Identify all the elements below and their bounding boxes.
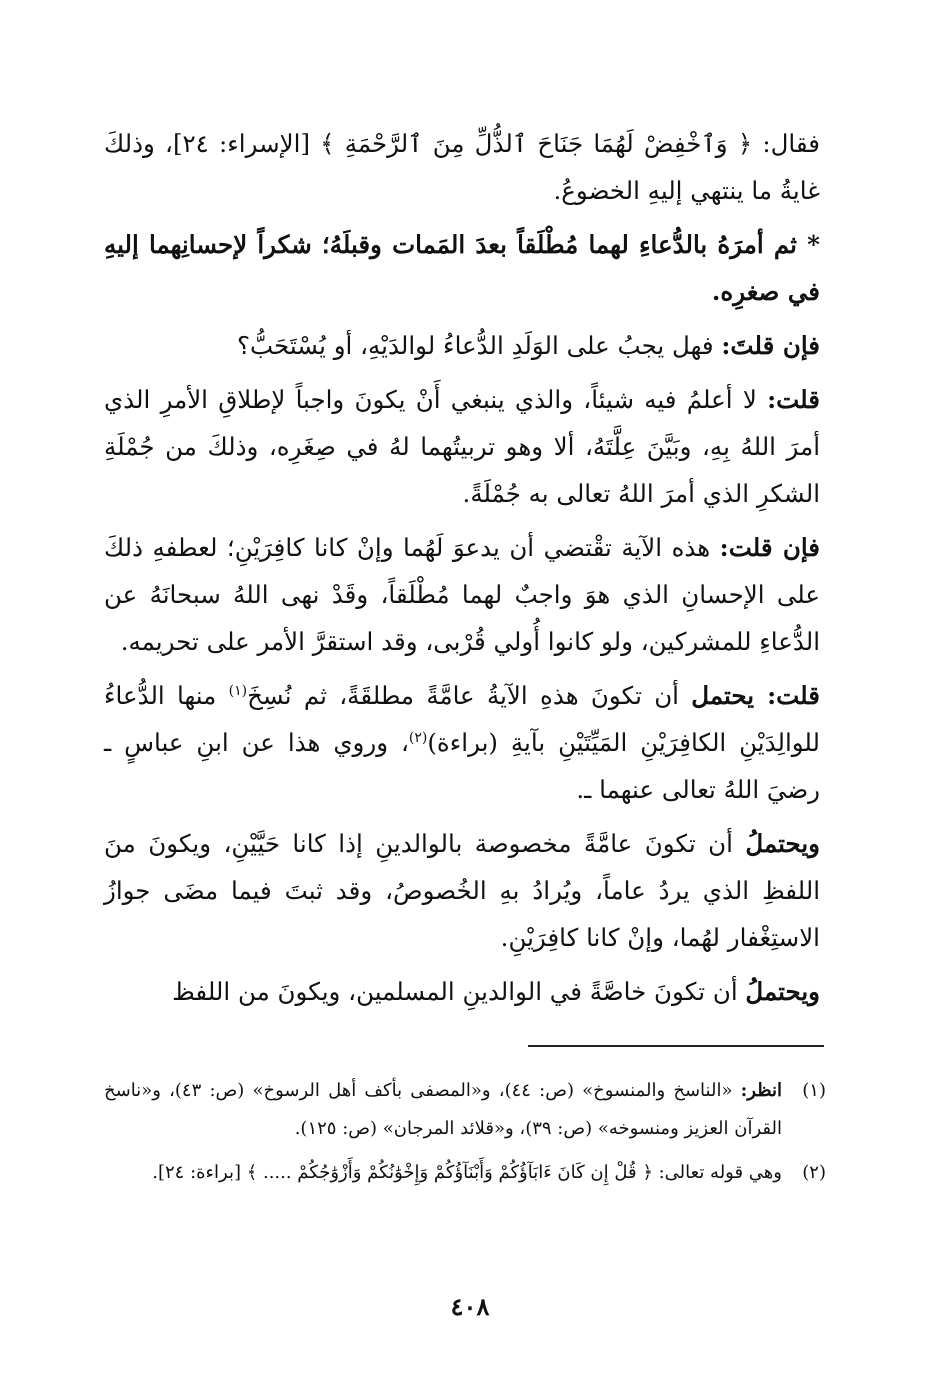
paragraph-8 (104, 968, 820, 1015)
paragraph-1 (104, 120, 820, 214)
paragraph-lead: قلت: (767, 385, 820, 414)
paragraph-lead: ويحتملُ (745, 829, 820, 858)
paragraph-6 (104, 672, 820, 813)
main-text (104, 120, 820, 1022)
paragraph-text: فهل يجبُ على الوَلَدِ الدُّعاءُ لوالدَيْهِ، أو يُسْتَحَبُّ؟ (236, 331, 722, 360)
paragraph-4 (104, 376, 820, 517)
footnote-ref-2[interactable]: (٢) (408, 729, 428, 746)
footnote-number: (٢) (802, 1162, 826, 1183)
paragraph-text: لا أعلمُ فيه شيئاً، والذي ينبغي أَنْ يكونَ واجباً لإطلاقِ الأمرِ الذي أمرَ اللهُ بِهِ، وبَيَّنَ عِلَّتَهُ، ألا وهو تربيتُهما لهُ في صِغَرِه، وذلكَ من جُمْلَةِ الشكرِ الذي أمرَ اللهُ تعالى به جُمْلَةً. (104, 385, 820, 508)
paragraph-lead: ويحتملُ (745, 977, 820, 1006)
paragraph-lead: * ثم أمرَهُ بالدُّعاءِ لهما مُطْلَقاً بعدَ المَمات وقبلَهُ؛ شكراً لإحسانِهما إليهِ في صغرِه. (104, 230, 820, 306)
footnote-text (104, 1072, 782, 1148)
paragraph-lead: فإن قلت: (719, 533, 820, 562)
paragraph-3 (104, 322, 820, 369)
footnote-body: وهي قوله تعالى: ﴿ قُلْ إِن كَانَ ءَابَآؤُكُمْ وَأَبْنَآؤُكُمْ وَإِخْوَٰنُكُمْ وَأَزْوَٰجُكُمْ ..... ﴾ [براءة: ٢٤]. (152, 1162, 782, 1183)
paragraph-text: أن تكونَ خاصَّةً في الوالدينِ المسلمين، ويكونَ من اللفظ (172, 977, 746, 1006)
paragraph-lead: قلت: يحتمل (691, 681, 820, 710)
footnote-2 (104, 1154, 826, 1192)
paragraph-lead: فإن قلتَ: (721, 331, 820, 360)
footnote-1 (104, 1072, 826, 1148)
paragraph-text: أن تكونَ عامَّةً مخصوصة بالوالدينِ إذا كانا حَيَّيْنِ، ويكونَ منَ اللفظِ الذي يردُ عاماً، ويُرادُ بهِ الخُصوصُ، وقد ثبتَ فيما مضَى جوازُ الاستِغْفار لهُما، وإنْ كانا كافِرَيْنِ. (104, 829, 820, 952)
paragraph-2 (104, 221, 820, 315)
paragraph-5 (104, 524, 820, 665)
footnote-body: «الناسخ والمنسوخ» (ص: ٤٤)، و«المصفى بأكف أهل الرسوخ» (ص: ٤٣)، و«ناسخ القرآن العزيز ومنسوخه» (ص: ٣٩)، و«قلائد المرجان» (ص: ١٢٥). (104, 1080, 782, 1139)
page-number: ٤٠٨ (450, 1292, 490, 1321)
paragraph-text: فقال: ﴿ وَٱخْفِضْ لَهُمَا جَنَاحَ ٱلذُّلِّ مِنَ ٱلرَّحْمَةِ ﴾ [الإسراء: ٢٤]، وذلكَ غايةُ ما ينتهي إليهِ الخضوعُ. (104, 129, 820, 205)
footnote-lead: انظر: (740, 1080, 783, 1101)
footnotes (104, 1072, 826, 1198)
footnote-divider (528, 1045, 824, 1047)
paragraph-text: هذه الآية تقْتضي أن يدعوَ لَهُما وإنْ كانا كافِرَيْنِ؛ لعطفهِ ذلكَ على الإحسانِ الذي هوَ واجبٌ لهما مُطْلَقاً، وقَدْ نهى اللهُ سبحانَهُ عن الدُّعاءِ للمشركين، ولو كانوا أُولي قُرْبى، وقد استقرَّ الأمر على تحريمه. (104, 533, 820, 656)
paragraph-7 (104, 820, 820, 961)
paragraph-text-cont: منها الدُّعاءُ للوالِدَيْنِ الكافِرَيْنِ المَيِّتَيْنِ بآيةِ (براءة) (104, 681, 820, 757)
paragraph-text: أن تكونَ هذهِ الآيةُ عامَّةً مطلقَةً، ثم نُسِخَ (247, 681, 692, 710)
footnote-text (104, 1154, 782, 1192)
footnote-number: (١) (802, 1080, 826, 1101)
paragraph-text-end: ، وروي هذا عن ابنِ عباسٍ ـ رضيَ اللهُ تعالى عنهما ـ. (104, 728, 820, 804)
footnote-ref-1[interactable]: (١) (228, 682, 248, 699)
